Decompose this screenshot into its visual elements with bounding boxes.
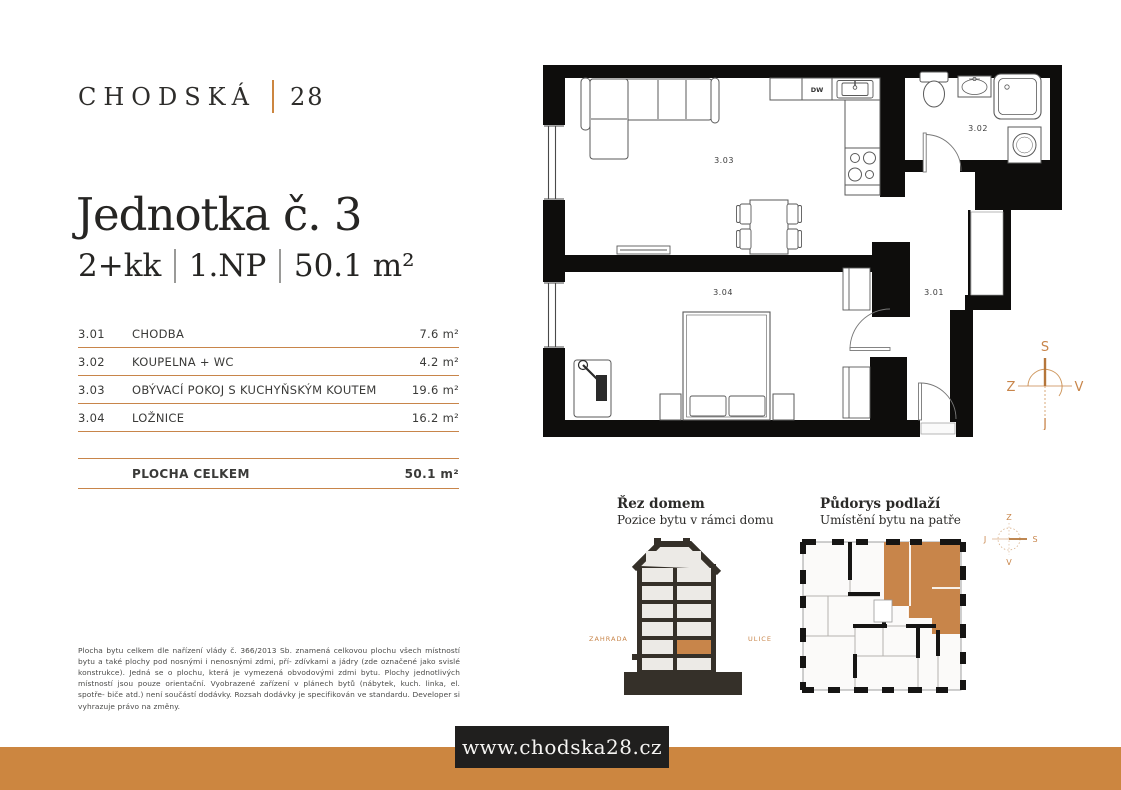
highlighted-unit-section <box>677 640 711 654</box>
compass-small-top: Z <box>1006 513 1012 522</box>
room-code: 3.01 <box>78 327 105 341</box>
page-title: Jednotka č. 3 <box>76 188 362 241</box>
room-code: 3.03 <box>78 383 105 397</box>
subtitle-divider <box>174 249 176 283</box>
room-name: OBÝVACÍ POKOJ S KUCHYŇSKÝM KOUTEM <box>132 383 377 397</box>
overview-subtitle: Umístění bytu na patře <box>820 512 961 527</box>
dishwasher-label: DW <box>810 86 824 94</box>
entrance-threshold <box>921 423 955 434</box>
room-code: 3.02 <box>78 355 105 369</box>
room-code: 3.04 <box>78 411 105 425</box>
overview-heading <box>820 496 961 528</box>
room-area: 16.2 m² <box>411 411 459 425</box>
compass-small-left: J <box>983 535 987 544</box>
unit-subtitle <box>78 248 415 284</box>
disclaimer-text: Plocha bytu celkem dle nařízení vlády č. 366/2013 Sb. znamená celkovou plochu všech místností bytu a také plochy pod nosnými i nenosnými zdmi, pří- zdívkami a jádry (zde označené jako svislé konstrukce). Jedná se o plochu, která je vymezená obvodovými zdmi bytu. Plochy jednotlivých místností jsou pouze orientační. Vyobrazené zařízení v plánech bytů (nábytek, kuch. linka, el. spotře- biče atd.) není součástí dodávky. Rozsah dodávky je specifikován ve standardu. Developer si vyhrazuje právo na změny. <box>78 646 460 711</box>
window-left-bedroom <box>544 283 564 347</box>
washbasin <box>958 76 991 97</box>
room-area-table <box>78 320 459 489</box>
stairwell <box>874 600 892 622</box>
unit-floor: 1.NP <box>188 248 267 284</box>
compass-east: V <box>1074 380 1084 395</box>
window-left-living <box>544 126 564 199</box>
room-name: LOŽNICE <box>132 411 185 425</box>
floor-overview-plan <box>798 536 968 696</box>
building-section-diagram <box>588 538 803 700</box>
table-row <box>78 404 459 432</box>
brand-number: 28 <box>289 82 325 111</box>
overview-title: Půdorys podlaží <box>820 496 941 512</box>
section-title: Řez domem <box>617 496 705 512</box>
section-subtitle: Pozice bytu v rámci domu <box>617 512 774 527</box>
wardrobes <box>843 268 870 418</box>
shower <box>994 74 1041 119</box>
street-label: ULICE <box>748 635 772 643</box>
unit-layout: 2+kk <box>78 248 162 284</box>
dining-table <box>750 200 788 254</box>
table-row <box>78 320 459 348</box>
compass-west: Z <box>1006 380 1016 395</box>
section-heading <box>617 496 774 528</box>
label-living: 3.03 <box>714 156 734 165</box>
room-area: 19.6 m² <box>411 383 459 397</box>
bed <box>683 312 770 420</box>
compass-rose-main <box>1002 336 1088 430</box>
unit-area: 50.1 m² <box>293 248 415 284</box>
desk <box>574 360 611 417</box>
exterior-niche <box>971 212 1003 295</box>
compass-rose-small <box>978 510 1042 568</box>
room-name: KOUPELNA + WC <box>132 355 234 369</box>
tv-bench <box>617 246 670 254</box>
compass-small-bottom: V <box>1006 558 1012 567</box>
room-area: 4.2 m² <box>419 355 459 369</box>
unit-floor-plan <box>540 63 1065 441</box>
website-url: www.chodska28.cz <box>461 735 663 759</box>
table-row <box>78 348 459 376</box>
washing-machine <box>1008 127 1041 163</box>
garden-label: ZAHRADA <box>589 635 628 643</box>
total-area: 50.1 m² <box>404 467 459 481</box>
kitchen-sink <box>837 81 873 99</box>
website-box <box>455 726 669 768</box>
brand-divider <box>272 80 274 113</box>
room-area: 7.6 m² <box>419 327 459 341</box>
room-name: CHODBA <box>132 327 185 341</box>
compass-small-right: S <box>1032 535 1038 544</box>
subtitle-divider <box>279 249 281 283</box>
table-row <box>78 376 459 404</box>
table-total-row <box>78 458 459 489</box>
brand-logo <box>78 80 325 113</box>
bathroom-door <box>923 133 961 172</box>
total-label: PLOCHA CELKEM <box>132 467 250 481</box>
compass-north: S <box>1040 340 1050 355</box>
label-bath: 3.02 <box>968 124 988 133</box>
toilet <box>920 72 948 107</box>
compass-south: J <box>1043 417 1047 430</box>
brand-name: CHODSKÁ <box>78 82 256 111</box>
building-section <box>624 538 742 695</box>
label-hall: 3.01 <box>924 288 944 297</box>
sofa <box>581 78 719 159</box>
label-bedroom: 3.04 <box>713 288 733 297</box>
